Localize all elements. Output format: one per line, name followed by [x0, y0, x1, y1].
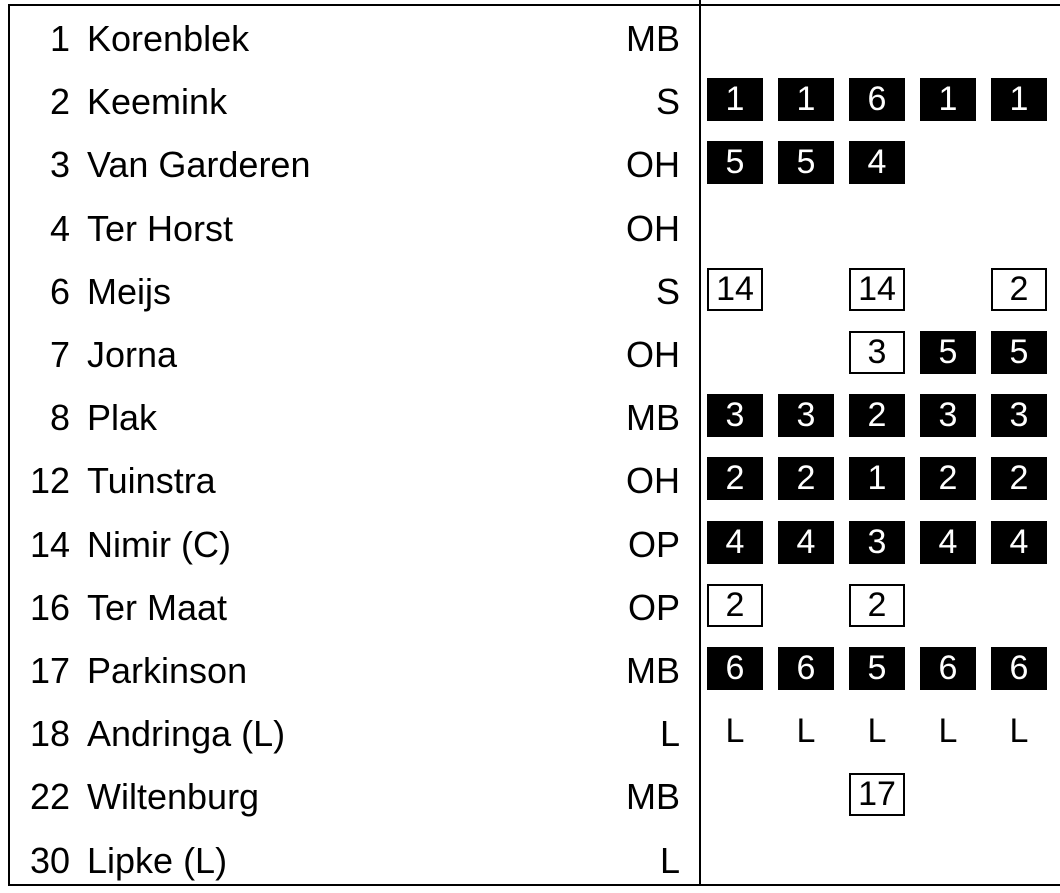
table-row	[0, 260, 1060, 323]
set-3-rotation-cell: 2	[849, 394, 905, 437]
set-3-rotation-cell: 3	[849, 521, 905, 564]
set-3-rotation-cell: 3	[849, 331, 905, 374]
player-name: Ter Horst	[87, 207, 234, 249]
set-3-rotation-cell: 14	[849, 268, 905, 311]
set-3-rotation-cell: L	[867, 712, 887, 751]
player-name: Wiltenburg	[87, 776, 260, 818]
set-2-rotation-cell: 6	[778, 647, 834, 690]
player-position: OH	[626, 207, 680, 249]
player-position: L	[659, 713, 680, 755]
set-4-rotation-cell: 2	[920, 457, 976, 500]
set-3-rotation-cell: 4	[849, 141, 905, 184]
player-name: Korenblek	[87, 18, 250, 59]
set-2-rotation-cell: L	[796, 712, 816, 751]
set-5-rotation-cell: 2	[991, 268, 1047, 311]
table-row	[0, 70, 1060, 133]
player-position: OP	[627, 523, 680, 565]
player-position: S	[655, 270, 680, 312]
set-5-rotation-cell: 3	[991, 394, 1047, 437]
set-5-rotation-cell: 6	[991, 647, 1047, 690]
table-row	[0, 133, 1060, 196]
player-name: Andringa (L)	[87, 713, 286, 755]
player-position: OH	[626, 334, 680, 375]
set-2-rotation-cell: 4	[778, 521, 834, 564]
player-name: Plak	[87, 397, 158, 439]
set-5-rotation-cell: 2	[991, 457, 1047, 500]
player-name: Meijs	[87, 270, 172, 312]
player-number: 22	[29, 776, 70, 818]
table-row	[0, 386, 1060, 449]
table-row	[0, 829, 1060, 892]
player-number: 6	[49, 270, 70, 312]
set-1-rotation-cell: 6	[707, 647, 763, 690]
set-1-rotation-cell: 2	[707, 457, 763, 500]
player-number: 16	[29, 586, 70, 628]
player-name: Parkinson	[87, 650, 248, 691]
set-4-rotation-cell: L	[938, 712, 958, 751]
player-number: 17	[29, 650, 70, 691]
player-position: OP	[627, 586, 680, 628]
player-position: L	[659, 839, 680, 881]
player-name: Tuinstra	[87, 460, 216, 502]
table-row	[0, 576, 1060, 639]
set-2-rotation-cell: 2	[778, 457, 834, 500]
set-5-rotation-cell: 1	[991, 78, 1047, 121]
set-5-rotation-cell: L	[1009, 712, 1029, 751]
set-2-rotation-cell: 5	[778, 141, 834, 184]
player-number: 14	[29, 523, 70, 565]
set-4-rotation-cell: 5	[920, 331, 976, 374]
player-position: MB	[626, 18, 680, 59]
set-1-rotation-cell: 3	[707, 394, 763, 437]
player-position: OH	[626, 144, 680, 186]
table-row	[0, 702, 1060, 765]
player-position: OH	[626, 460, 680, 502]
player-position: MB	[626, 397, 680, 439]
player-number: 3	[49, 144, 70, 186]
player-number: 30	[29, 839, 70, 881]
set-5-rotation-cell: 5	[991, 331, 1047, 374]
player-number: 8	[49, 397, 70, 439]
player-name: Jorna	[87, 334, 178, 375]
set-2-rotation-cell: 1	[778, 78, 834, 121]
set-3-rotation-cell: 1	[849, 457, 905, 500]
player-position: MB	[626, 776, 680, 818]
player-name: Ter Maat	[87, 586, 228, 628]
set-2-rotation-cell: 3	[778, 394, 834, 437]
player-number: 4	[49, 207, 70, 249]
player-number: 12	[29, 460, 70, 502]
player-name: Nimir (C)	[87, 523, 231, 565]
player-number: 1	[49, 18, 70, 59]
set-4-rotation-cell: 4	[920, 521, 976, 564]
set-3-rotation-cell: 17	[849, 773, 905, 816]
set-3-rotation-cell: 2	[849, 584, 905, 627]
set-4-rotation-cell: 6	[920, 647, 976, 690]
set-3-rotation-cell: 6	[849, 78, 905, 121]
player-number: 2	[49, 81, 70, 123]
table-row	[0, 449, 1060, 512]
table-row	[0, 765, 1060, 828]
set-5-rotation-cell: 4	[991, 521, 1047, 564]
table-row	[0, 639, 1060, 702]
set-1-rotation-cell: 1	[707, 78, 763, 121]
player-name: Keemink	[87, 81, 228, 123]
player-name: Van Garderen	[87, 144, 311, 186]
table-row	[0, 7, 1060, 70]
table-row	[0, 323, 1060, 386]
table-row	[0, 197, 1060, 260]
set-1-rotation-cell: 5	[707, 141, 763, 184]
player-position: MB	[626, 650, 680, 691]
player-position: S	[655, 81, 680, 123]
set-1-rotation-cell: 2	[707, 584, 763, 627]
set-1-rotation-cell: 4	[707, 521, 763, 564]
player-name: Lipke (L)	[87, 839, 228, 881]
player-number: 18	[29, 713, 70, 755]
table-row	[0, 513, 1060, 576]
set-1-rotation-cell: L	[725, 712, 745, 751]
set-4-rotation-cell: 1	[920, 78, 976, 121]
set-1-rotation-cell: 14	[707, 268, 763, 311]
set-4-rotation-cell: 3	[920, 394, 976, 437]
set-3-rotation-cell: 5	[849, 647, 905, 690]
player-number: 7	[49, 334, 70, 375]
